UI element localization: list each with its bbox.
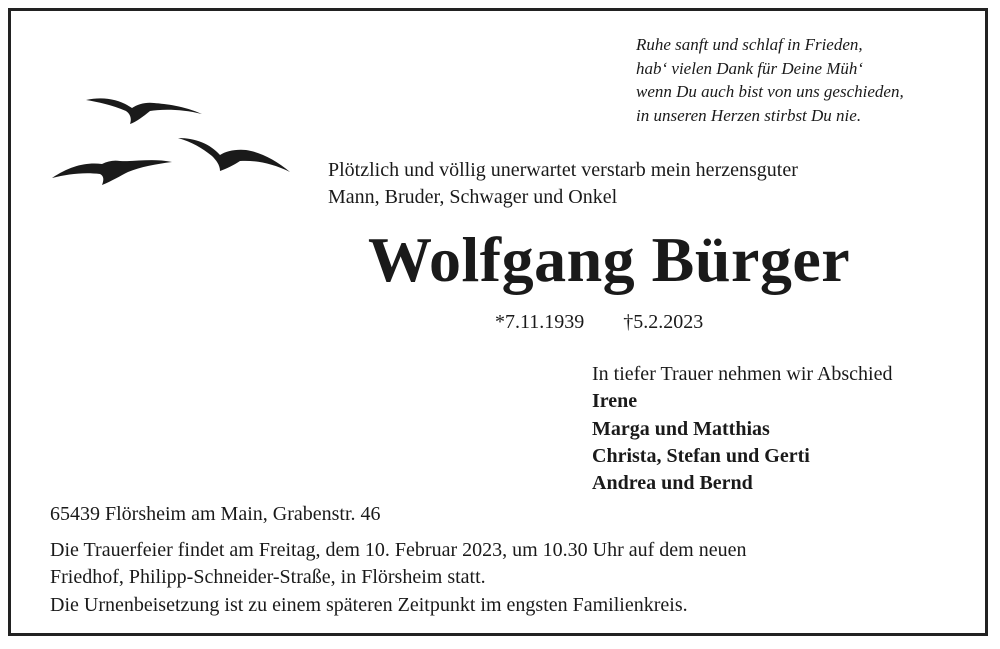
mourner-name: Irene [592,390,638,413]
bird-icon [52,160,172,185]
poem-line: hab‘ vielen Dank für Deine Müh‘ [636,58,864,78]
poem-line: wenn Du auch bist von uns geschieden, [636,82,904,101]
address: 65439 Flörsheim am Main, Grabenstr. 46 [50,503,381,525]
service-line: Die Trauerfeier findet am Freitag, dem 10. Februar 2023, um 10.30 Uhr auf dem neuen [50,539,747,561]
mourners [592,361,892,497]
mourner-name: Christa, Stefan und Gerti [592,444,810,467]
death-date: †5.2.2023 [623,311,704,333]
mourners-heading: In tiefer Trauer nehmen wir Abschied [592,363,893,385]
bird-icon [86,98,202,124]
birth-date: *7.11.1939 [495,311,585,333]
poem-line: in unseren Herzen stirbst Du nie. [636,105,862,125]
service-line: Die Urnenbeisetzung ist zu einem späteren Zeitpunkt im engsten Familienkreis. [50,593,688,616]
intro-line: Mann, Bruder, Schwager und Onkel [328,186,618,208]
birds-illustration [50,92,295,192]
mourner-name: Marga und Matthias [592,417,770,440]
service-line: Friedhof, Philipp-Schneider-Straße, in Flörsheim statt. [50,566,486,589]
mourner-name: Andrea und Bernd [592,472,753,495]
service-info [50,537,746,619]
deceased-name: Wolfgang Bürger [368,224,851,295]
intro-text [328,157,798,211]
bird-icon [178,138,290,172]
poem [636,33,904,127]
life-dates [495,311,703,334]
poem-line: Ruhe sanft und schlaf in Frieden, [636,35,863,54]
intro-line: Plötzlich und völlig unerwartet verstarb mein herzensguter [328,159,798,181]
